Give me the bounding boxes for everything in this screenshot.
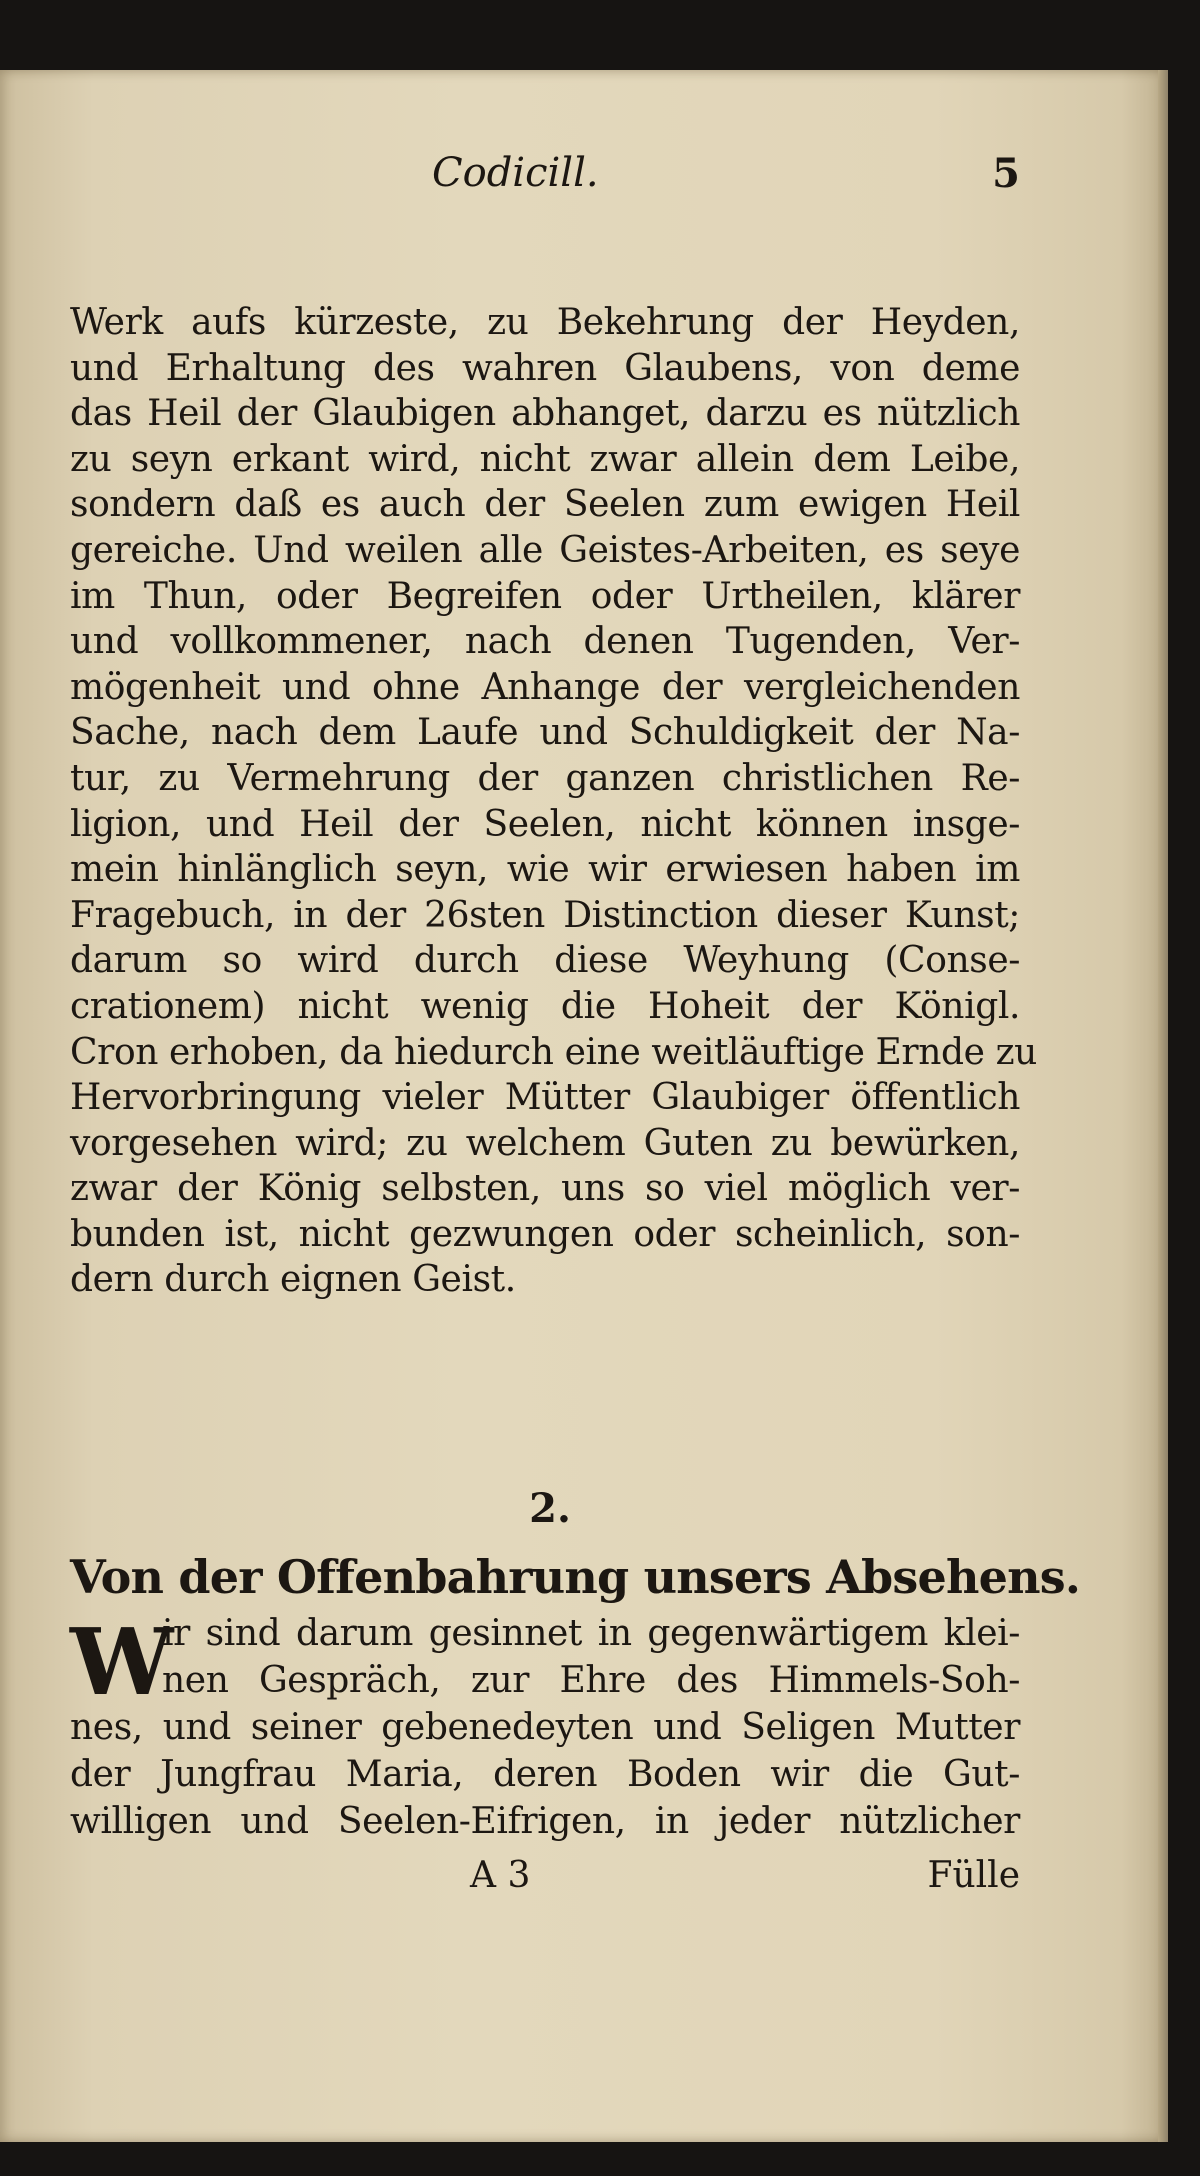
text-line: im Thun, oder Begreifen oder Urtheilen, klärer (70, 575, 1020, 617)
text-line: Werk aufs kürzeste, zu Bekehrung der Heyden, (70, 302, 1020, 343)
drop-cap: W (70, 1608, 173, 1716)
text-line: tur, zu Vermehrung der ganzen christlichen Re- (70, 757, 1020, 799)
catchword: Fülle (927, 1855, 1020, 1896)
section-number: 2. (529, 1485, 571, 1532)
text-line: sondern daß es auch der Seelen zum ewigen Heil (70, 484, 1020, 526)
text-line: nen Gespräch, zur Ehre des Himmels-Soh- (162, 1660, 1020, 1701)
text-line: darum so wird durch diese Weyhung (Conse- (70, 940, 1020, 982)
text-line: bunden ist, nicht gezwungen oder scheinlich, son- (70, 1213, 1020, 1255)
page-footer (70, 1855, 1020, 1905)
page-number: 5 (992, 150, 1020, 197)
text-line: willigen und Seelen-Eifrigen, in jeder nützlicher (70, 1801, 1020, 1842)
text-line: dern durch eignen Geist. (70, 1259, 516, 1301)
text-line: gereiche. Und weilen alle Geistes-Arbeiten, es seye (70, 529, 1020, 571)
paragraph-2 (70, 1610, 1020, 1845)
signature-mark: A 3 (470, 1855, 531, 1896)
text-line: ir sind darum gesinnet in gegenwärtigem klei- (162, 1613, 1020, 1654)
text-line: zu seyn erkant wird, nicht zwar allein dem Leibe, (70, 438, 1020, 480)
text-line: das Heil der Glaubigen abhanget, darzu es nützlich (70, 393, 1020, 435)
text-line: crationem) nicht wenig die Hoheit der Königl. (70, 985, 1020, 1027)
text-line: Hervorbringung vieler Mütter Glaubiger öffentlich (70, 1077, 1020, 1119)
text-line: mein hinlänglich seyn, wie wir erwiesen haben im (70, 849, 1020, 891)
text-line: zwar der König selbsten, uns so viel möglich ver- (70, 1168, 1020, 1210)
text-line: vorgesehen wird; zu welchem Guten zu bewürken, (70, 1122, 1020, 1164)
running-title: Codicill. (432, 150, 599, 196)
text-line: der Jungfrau Maria, deren Boden wir die Gut- (70, 1754, 1020, 1795)
text-line: Sache, nach dem Laufe und Schuldigkeit der Na- (70, 712, 1020, 754)
text-line: Fragebuch, in der 26sten Distinction dieser Kunst; (70, 894, 1020, 936)
text-line: Cron erhoben, da hiedurch eine weitläuftige Ernde zu (70, 1031, 1037, 1073)
text-line: ligion, und Heil der Seelen, nicht können insge- (70, 803, 1020, 845)
text-line: mögenheit und ohne Anhange der vergleichenden (70, 666, 1020, 708)
text-line: und Erhaltung des wahren Glaubens, von deme (70, 347, 1020, 389)
page-edge (1158, 70, 1168, 2142)
text-line: und vollkommener, nach denen Tugenden, Ver- (70, 621, 1020, 663)
paragraph-1 (70, 300, 1037, 1303)
page-header (70, 150, 1020, 210)
section-heading: Von der Offenbahrung unsers Absehens. (70, 1550, 1081, 1604)
text-line: nes, und seiner gebenedeyten und Seligen Mutter (70, 1707, 1020, 1748)
